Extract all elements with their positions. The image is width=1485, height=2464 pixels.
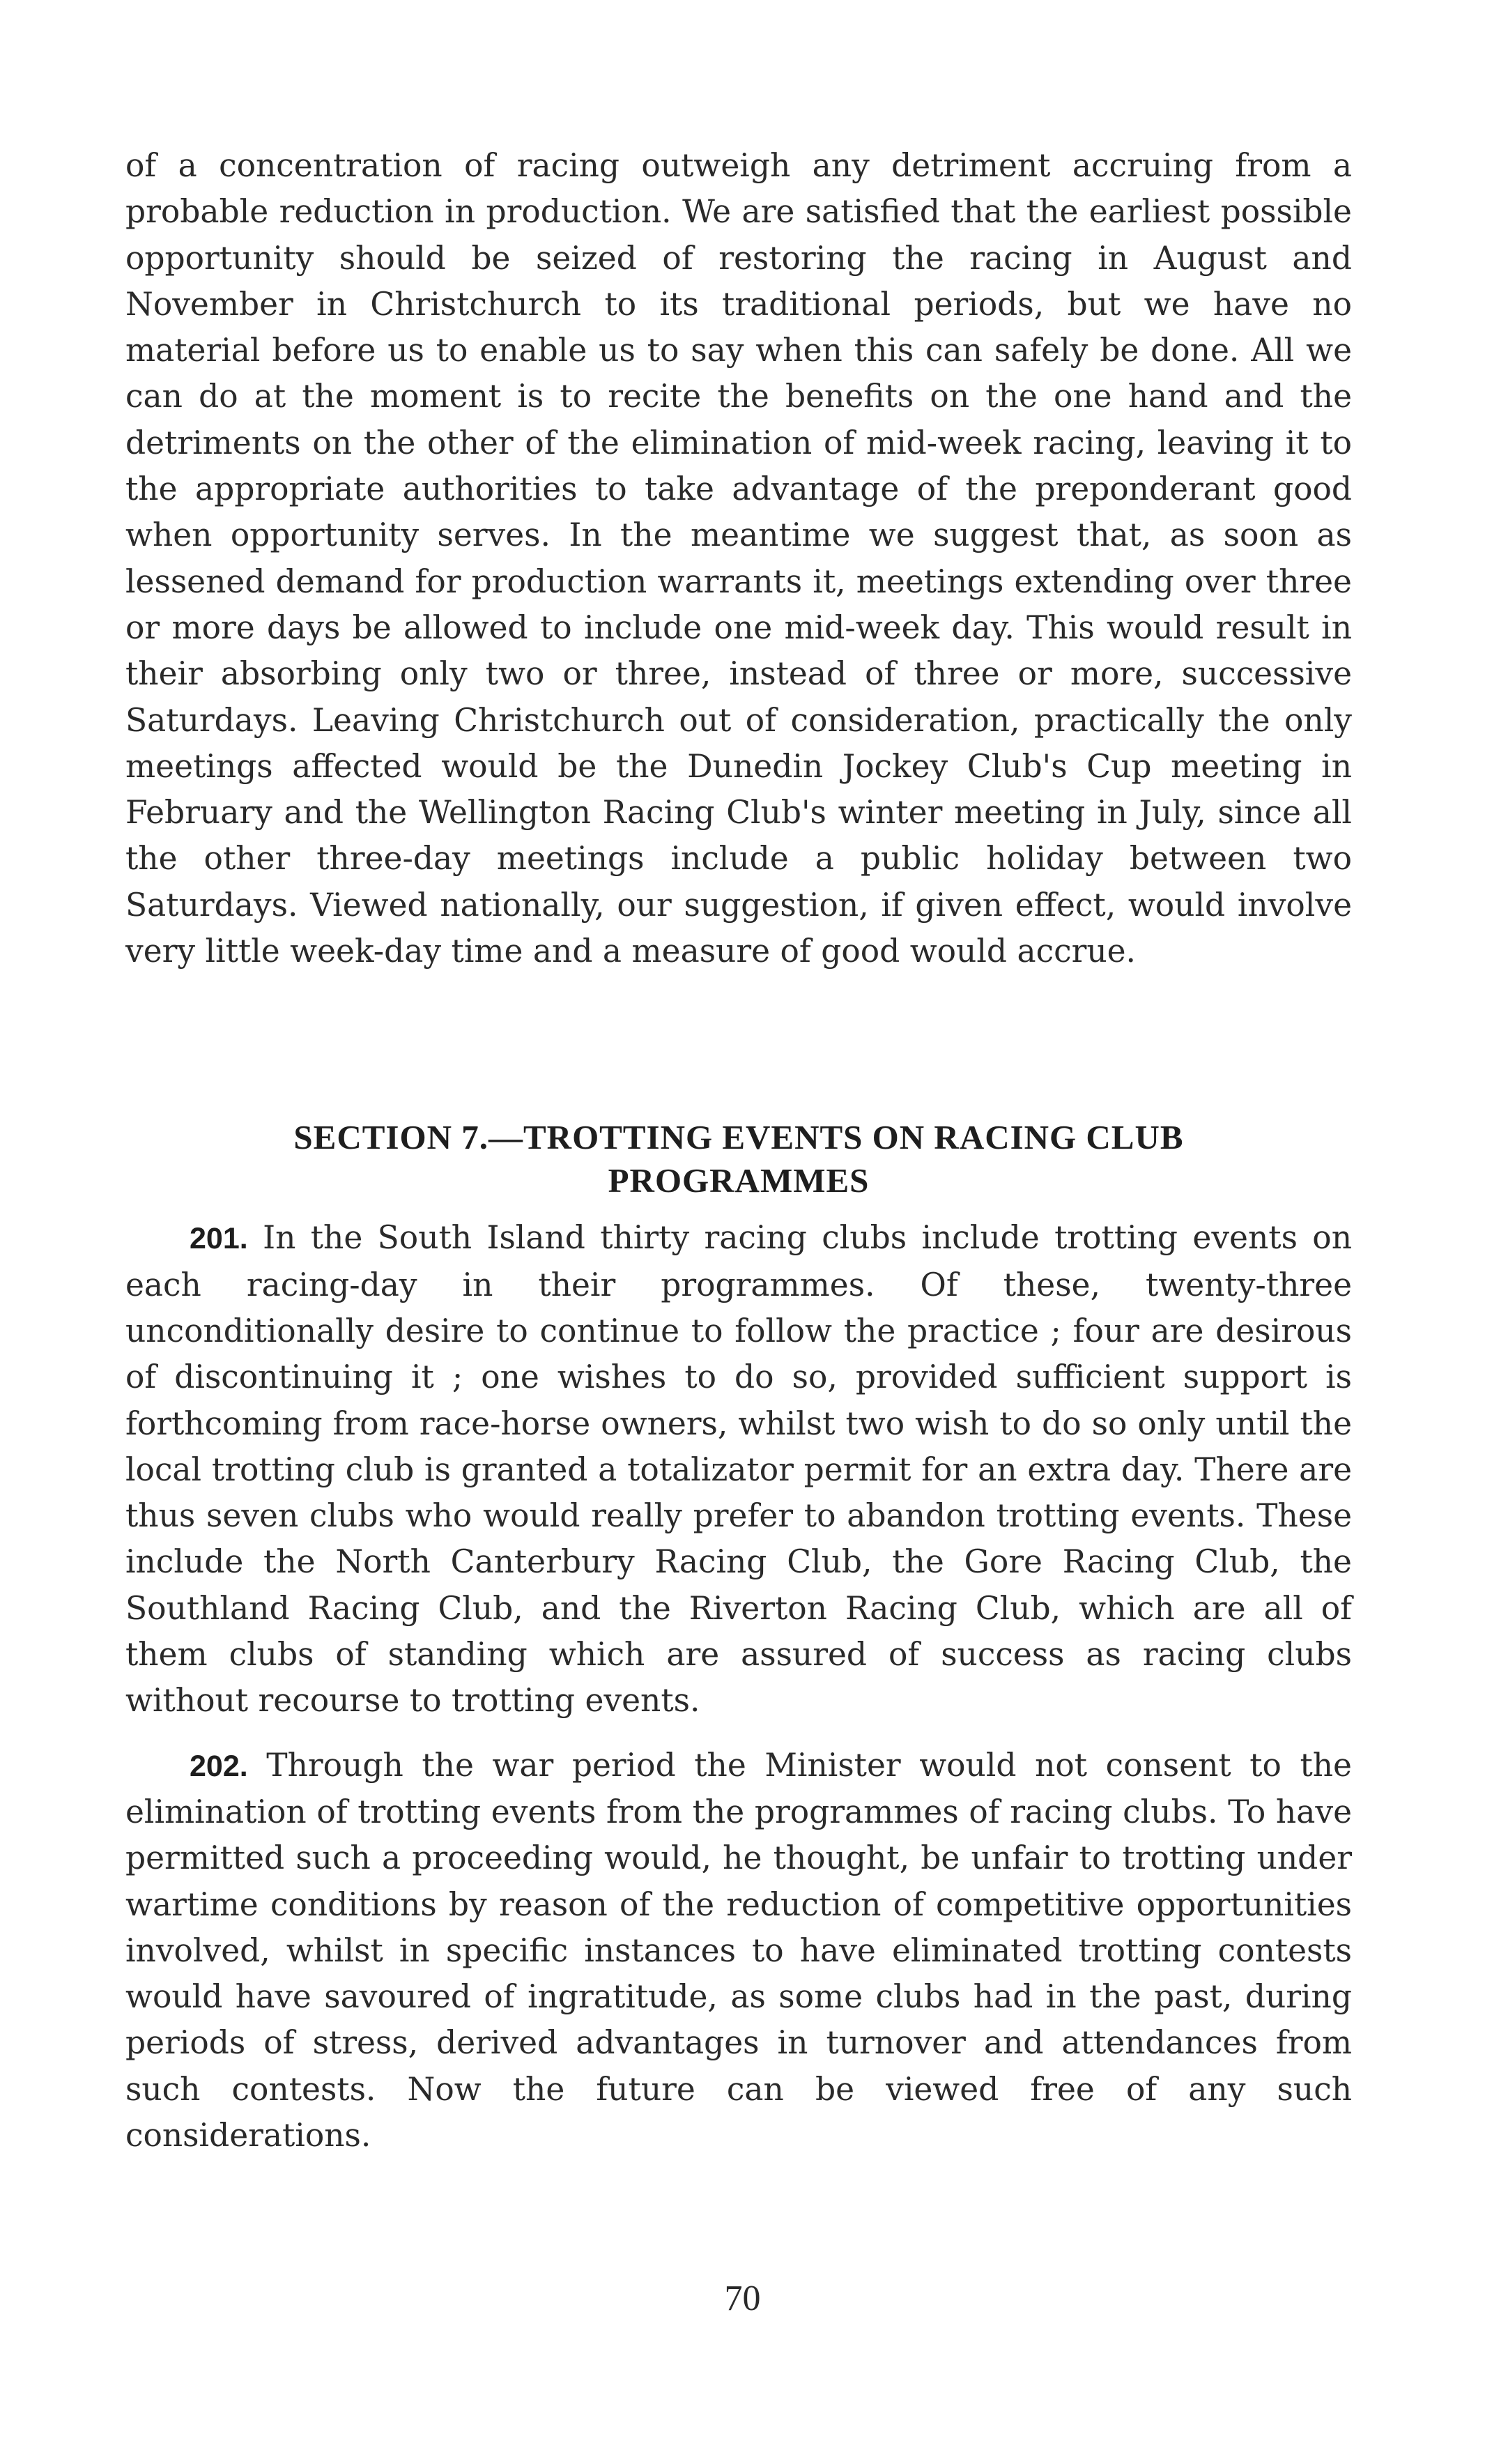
paragraph-text: In the South Island thirty racing clubs include trotting events on each racing-day in their programmes. Of these, twenty-three unconditionally desire to continue to follow the practice ; four are desirous of discontinuing it ; one wishes to do so, provided sufficient support is forthcoming from race-horse owners, whilst two wish to do so only until the local trotting club is granted a totalizator permit for an extra day. There are thus seven clubs who would really prefer to abandon trotting events. These include the North Canterbury Racing Club, the Gore Racing Club, the Southland Racing Club, and the Riverton Racing Club, which are all of them clubs of standing which are assured of success as racing clubs without recourse to trotting events. — [125, 1219, 1352, 1720]
paragraph-201 — [125, 1215, 1352, 1724]
paragraph-number: 201. — [190, 1222, 248, 1256]
paragraph-202 — [125, 1743, 1352, 2159]
document-page — [125, 143, 1352, 2159]
intro-paragraph: of a concentration of racing outweigh any detriment accruing from a probable reduction in production. We are satisfied that the earliest possible opportunity should be seized of restoring the racing in August and November in Christchurch to its traditional periods, but we have no material before us to enable us to say when this can safely be done. All we can do at the moment is to recite the benefits on the one hand and the detriments on the other of the elimination of mid-week racing, leaving it to the appropriate authorities to take advantage of the preponderant good when opportunity serves. In the meantime we suggest that, as soon as lessened demand for production warrants it, meetings extending over three or more days be allowed to include one mid-week day. This would result in their absorbing only two or three, instead of three or more, successive Saturdays. Leaving Christchurch out of consideration, practically the only meetings affected would be the Dunedin Jockey Club's Cup meeting in February and the Wellington Racing Club's winter meeting in July, since all the other three-day meetings include a public holiday between two Saturdays. Viewed nationally, our suggestion, if given effect, would involve very little week-day time and a measure of good would accrue. — [125, 147, 1352, 970]
section-heading-line-1: SECTION 7.—TROTTING EVENTS ON RACING CLUB — [293, 1118, 1184, 1157]
paragraph-number: 202. — [190, 1749, 248, 1783]
section-heading — [125, 1116, 1352, 1202]
page-number: 70 — [724, 2279, 761, 2318]
paragraph-text: Through the war period the Minister would not consent to the elimination of trotting events from the programmes of racing clubs. To have permitted such a proceeding would, he thought, be unfair to trotting under wartime conditions by reason of the reduction of competitive opportunities involved, whilst in specific instances to have eliminated trotting contests would have savoured of ingratitude, as some clubs had in the past, during periods of stress, derived advantages in turnover and attendances from such contests. Now the future can be viewed free of any such considerations. — [125, 1746, 1352, 2154]
section-heading-line-2: PROGRAMMES — [608, 1161, 870, 1200]
